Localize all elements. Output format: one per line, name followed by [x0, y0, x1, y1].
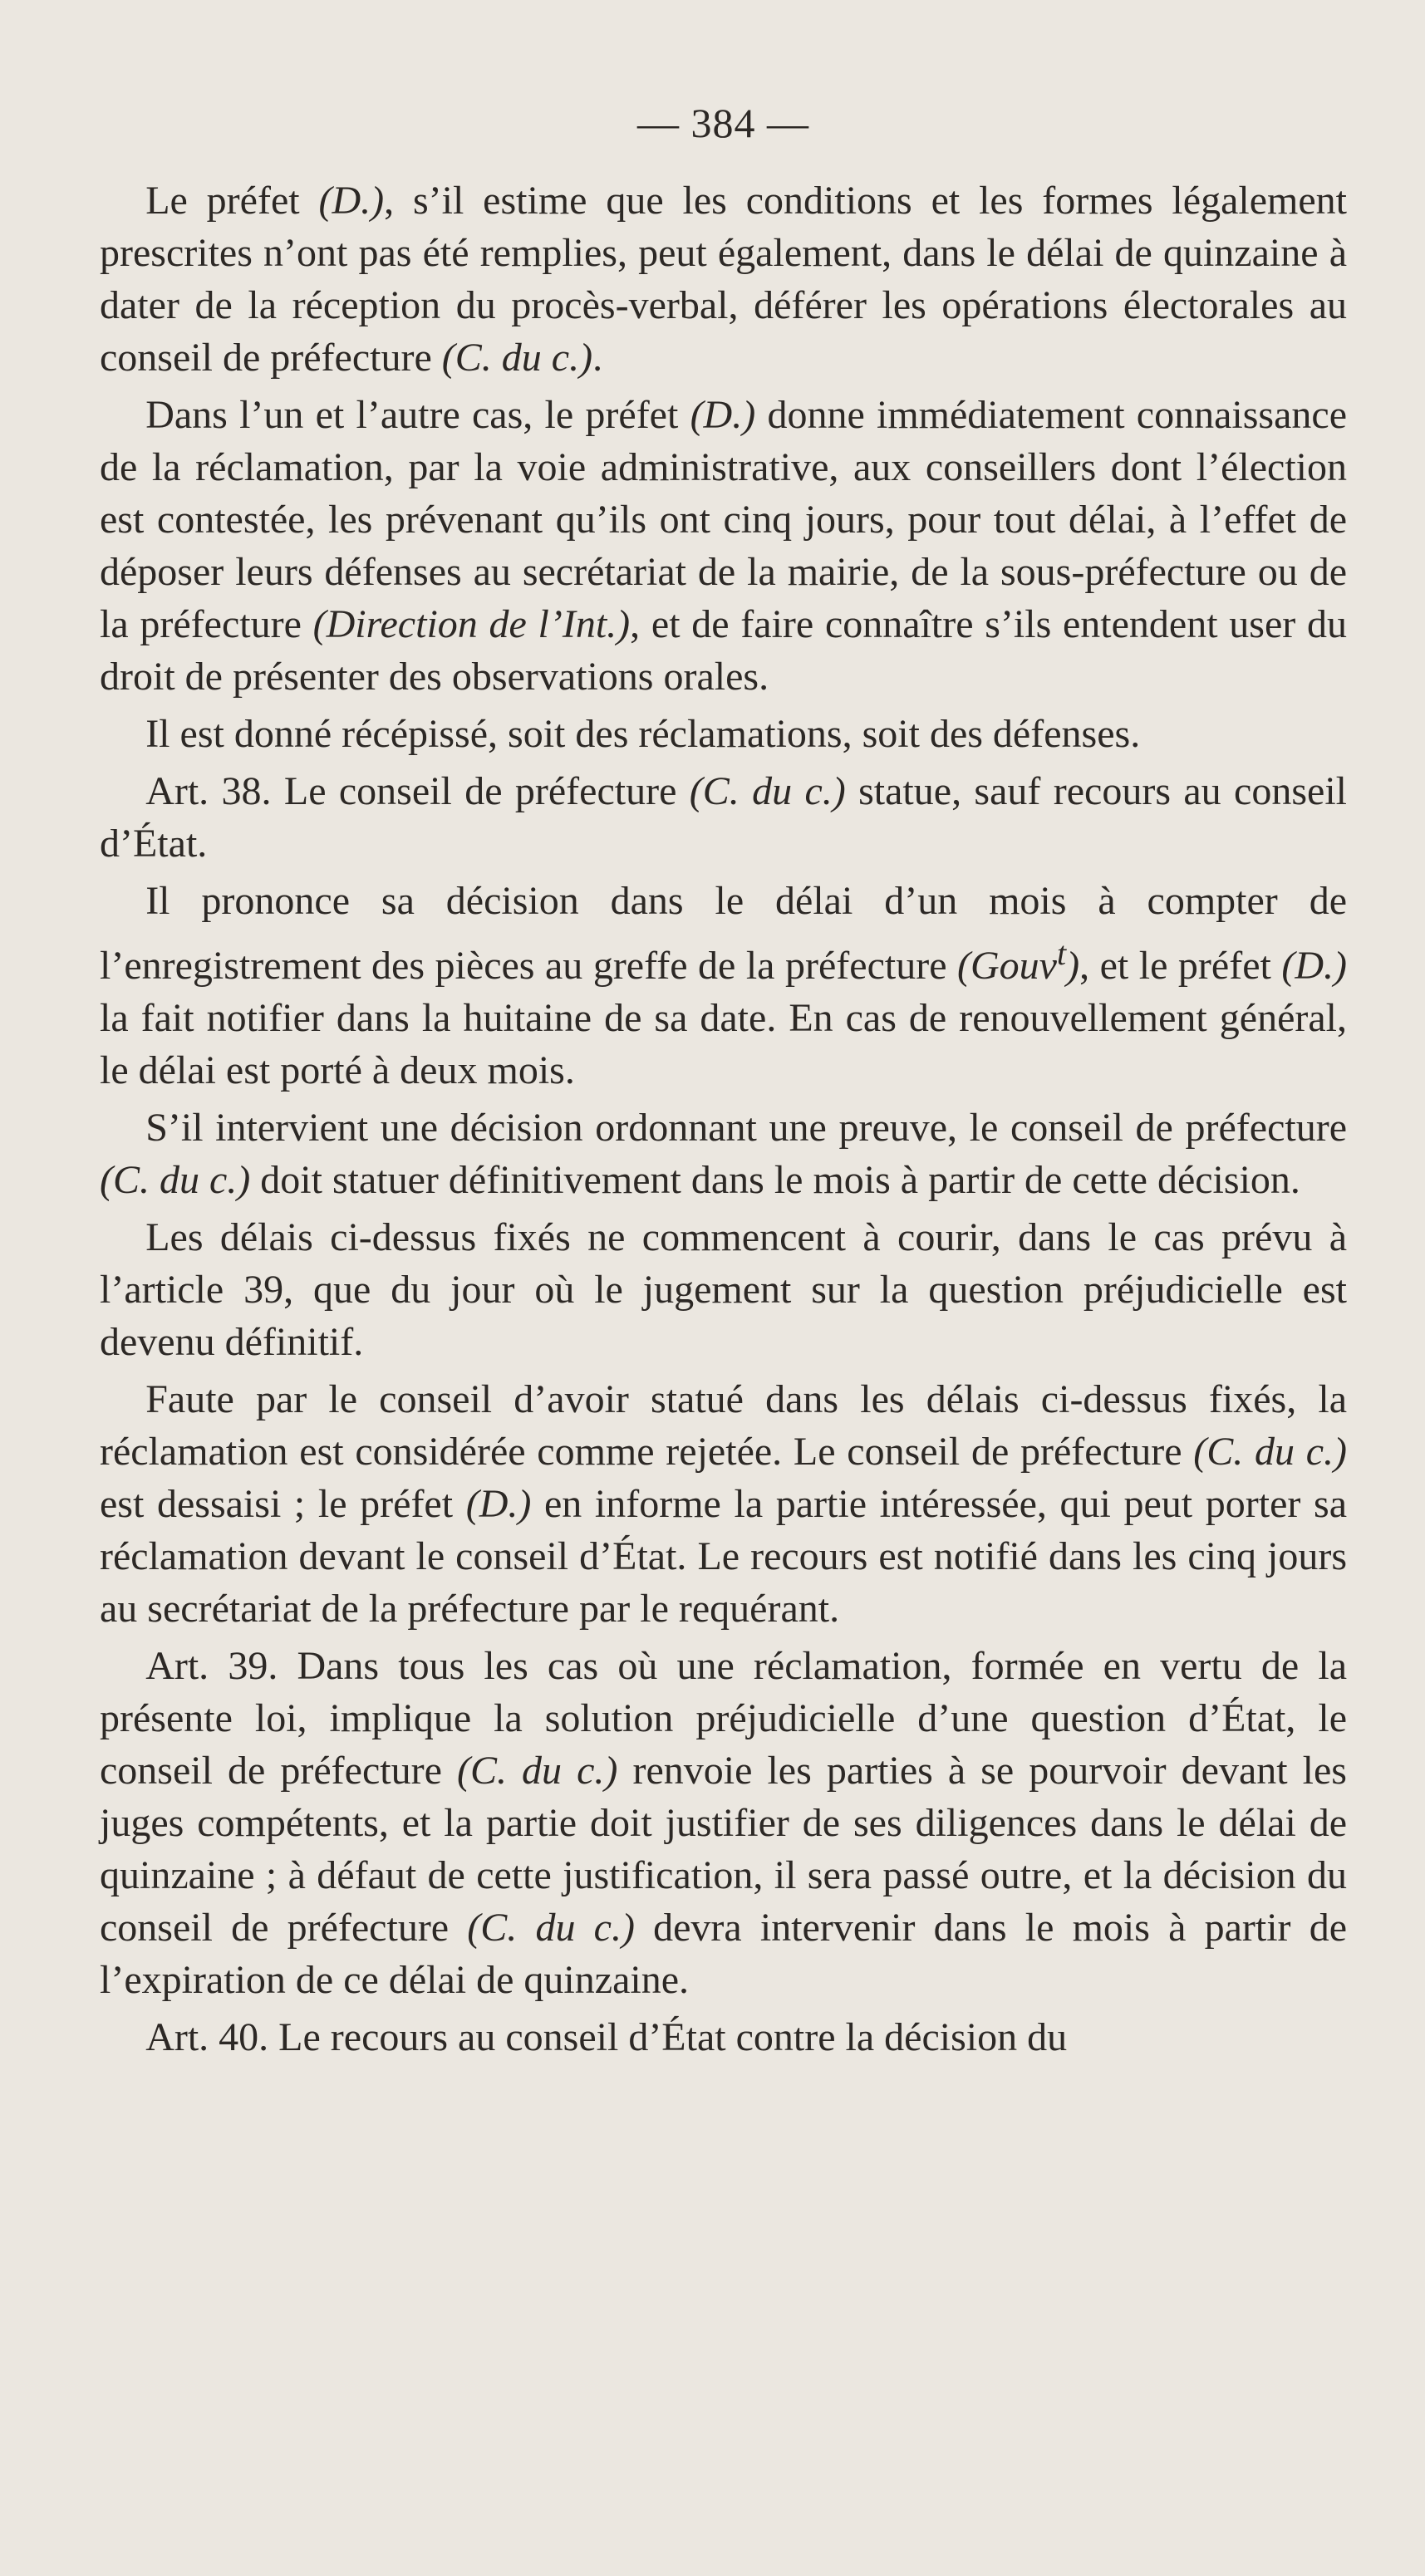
italic-reference: (D.) [465, 1482, 532, 1526]
text-run: . [592, 336, 603, 380]
paragraph [100, 2011, 1347, 2063]
text-run: donne immédiatement connaissance de la réclamation, par la voie administrative, aux conseillers dont l’élection est contestée, les prévenant qu’ils ont cinq jours, pour tout délai, à l’effet de déposer leurs défenses au secrétariat de la mairie, de la sous-préfecture ou de la préfecture [100, 393, 1348, 646]
text-run: statue, sauf recours au conseil d’État. [100, 769, 1347, 866]
paragraph [100, 1211, 1347, 1368]
text-run: doit statuer définitivement dans le mois à partir de cette décision. [250, 1158, 1300, 1202]
italic-reference: (C. du c.) [689, 769, 846, 813]
superscript: t [1056, 935, 1067, 972]
italic-reference: (C. du c.) [100, 1158, 251, 1202]
italic-reference: (C. du c.) [441, 336, 593, 380]
italic-reference: (D.) [1281, 944, 1347, 988]
page-number: — 384 — [637, 100, 809, 146]
italic-reference: (Direction de l’Int.) [312, 602, 631, 646]
italic-reference: (C. du c.) [1193, 1430, 1348, 1474]
text-run: , et de faire connaître s’ils entendent user du droit de présenter des observations orales. [100, 602, 1348, 699]
text-run: Il est donné récépissé, soit des réclamations, soit des défenses. [145, 712, 1141, 756]
text-run: devra intervenir dans le mois à partir de l’expiration de ce délai de quinzaine. [100, 1906, 1348, 2002]
italic-reference: (D.) [318, 179, 385, 223]
text-run: Faute par le conseil d’avoir statué dans les délais ci-dessus fixés, la réclamation est considérée comme rejetée. Le conseil de préfecture [100, 1377, 1347, 1474]
paragraph [100, 1102, 1347, 1206]
text-run: Les délais ci-dessus fixés ne commencent à courir, dans le cas prévu à l’article 39, que du jour où le jugement sur la question préjudicielle est devenu définitif. [100, 1215, 1347, 1364]
paragraph [100, 765, 1347, 870]
text-run: la fait notifier dans la huitaine de sa date. En cas de renouvellement général, le délai est porté à deux mois. [100, 996, 1347, 1092]
body-text [100, 174, 1347, 2063]
text-run: S’il intervient une décision ordonnant une preuve, le conseil de préfecture [145, 1106, 1347, 1150]
paragraph [100, 174, 1347, 384]
paragraph [100, 875, 1347, 1097]
text-run: , et le préfet [1079, 944, 1282, 988]
text-run: Il prononce sa décision dans le délai d’un mois à compter de l’enregistrement des pièces au greffe de la préfecture [100, 879, 1347, 988]
italic-reference: (D.) [690, 393, 756, 437]
italic-reference: ) [1066, 944, 1080, 988]
text-run: Le préfet [145, 179, 319, 223]
text-run: Art. 38. Le conseil de préfecture [145, 769, 690, 813]
italic-reference: (C. du c.) [467, 1906, 635, 1950]
text-run: , s’il estime que les conditions et les formes légalement prescrites n’ont pas été remplies, peut également, dans le délai de quinzaine à dater de la réception du procès-verbal, déférer les opérations électorales au conseil de préfecture [100, 179, 1347, 380]
text-run: en informe la partie intéressée, qui peut porter sa réclamation devant le conseil d’État. Le recours est notifié dans les cinq jours au secrétariat de la préfecture par le requérant. [100, 1482, 1347, 1631]
text-run: renvoie les parties à se pourvoir devant les juges compétents, et la partie doit justifier de ses diligences dans le délai de quinzaine ; à défaut de cette justification, il sera passé outre, et la décision du conseil de préfecture [100, 1749, 1347, 1950]
text-run: Art. 39. Dans tous les cas où une réclamation, formée en vertu de la présente loi, implique la solution préjudicielle d’une question d’État, le conseil de préfecture [100, 1644, 1347, 1793]
paragraph [100, 1373, 1347, 1635]
italic-reference: (C. du c.) [456, 1749, 618, 1793]
paragraph [100, 708, 1347, 760]
text-run: Art. 40. Le recours au conseil d’État contre la décision du [145, 2015, 1068, 2059]
text-run: Dans l’un et l’autre cas, le préfet [145, 393, 690, 437]
text-run: est dessaisi ; le préfet [100, 1482, 466, 1526]
paragraph [100, 1640, 1347, 2006]
italic-reference: (Gouv [957, 944, 1057, 988]
paragraph [100, 389, 1347, 703]
